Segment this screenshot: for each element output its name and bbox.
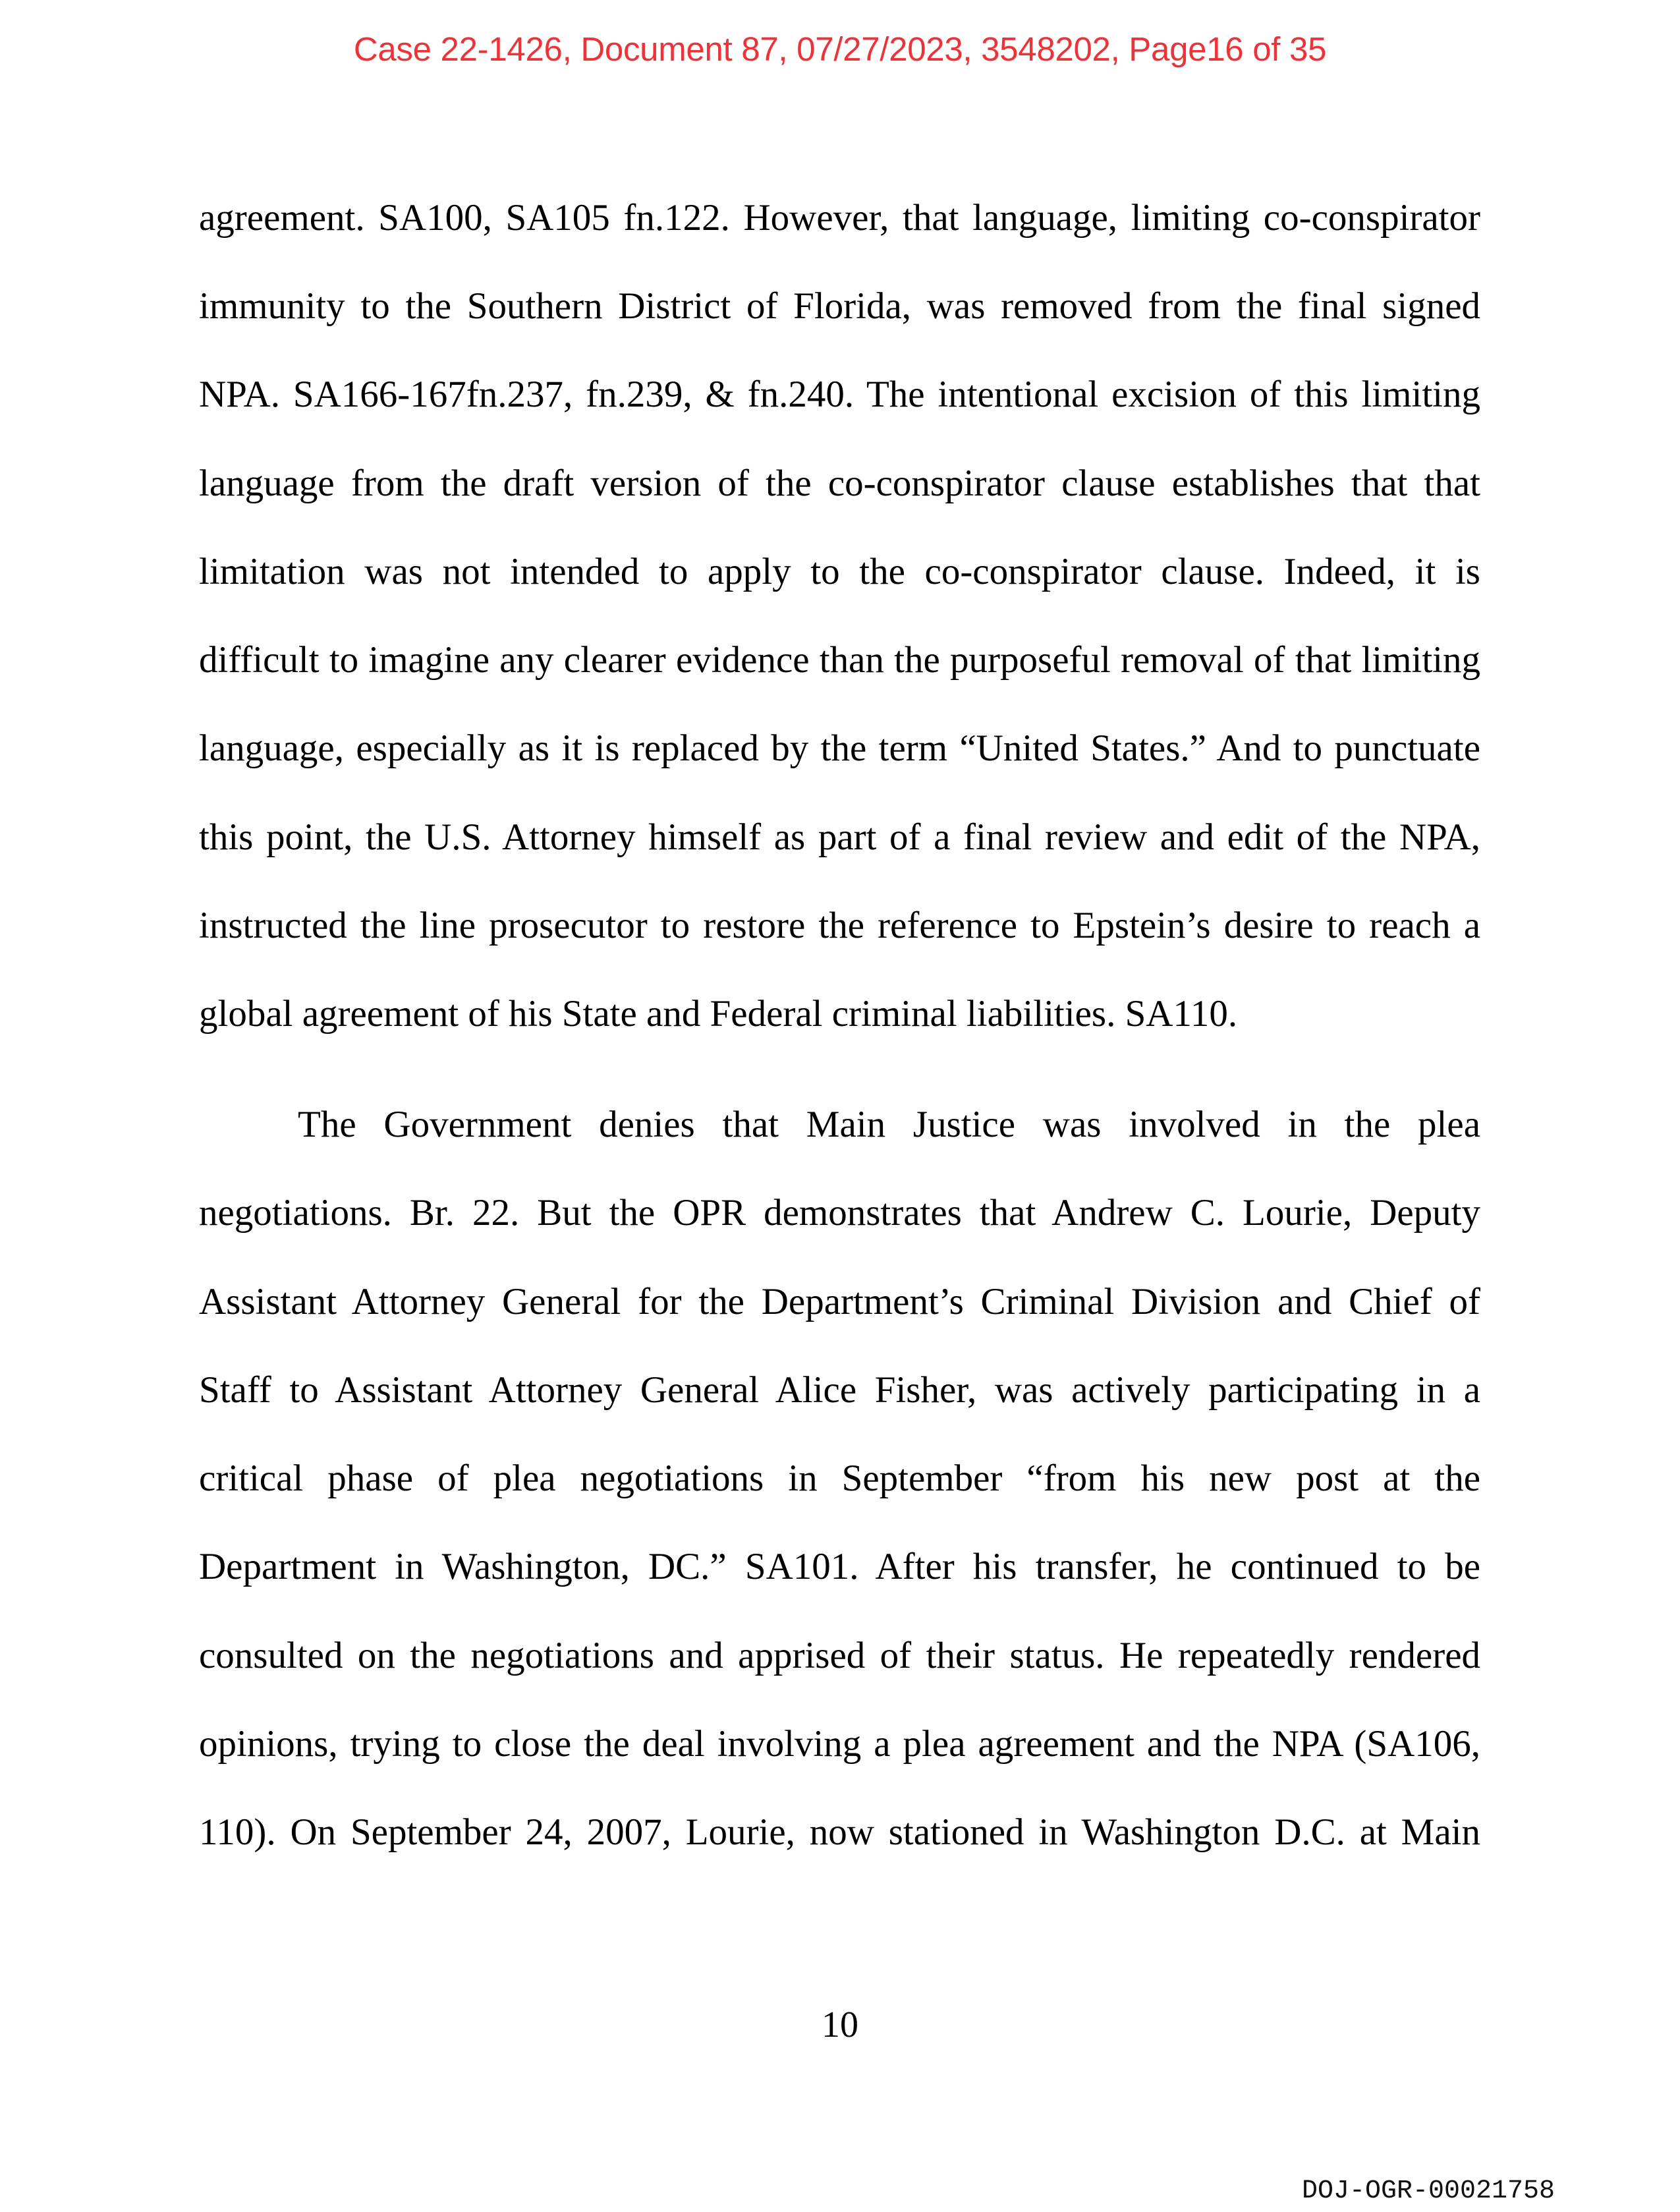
text-line: Assistant Attorney General for the Department’s Criminal Division and Chief of <box>199 1281 1480 1322</box>
text-line: Staff to Assistant Attorney General Alice Fisher, was actively participating in a <box>199 1369 1480 1411</box>
text-line: agreement. SA100, SA105 fn.122. However, that language, limiting co-conspirator <box>199 197 1480 239</box>
page-number: 10 <box>822 2004 858 2045</box>
case-header-stamp: Case 22-1426, Document 87, 07/27/2023, 3548202, Page16 of 35 <box>353 30 1327 68</box>
text-line: NPA. SA166-167fn.237, fn.239, & fn.240. The intentional excision of this limiting <box>199 374 1480 415</box>
text-line: instructed the line prosecutor to restore the reference to Epstein’s desire to reach a <box>199 905 1480 946</box>
text-line: difficult to imagine any clearer evidence than the purposeful removal of that limiting <box>199 639 1480 681</box>
text-line: limitation was not intended to apply to the co-conspirator clause. Indeed, it is <box>199 551 1480 592</box>
text-line: language from the draft version of the co-conspirator clause establishes that that <box>199 463 1480 504</box>
text-line: language, especially as it is replaced by the term “United States.” And to punctuate <box>199 727 1480 769</box>
text-line: critical phase of plea negotiations in September “from his new post at the <box>199 1458 1480 1499</box>
text-line: this point, the U.S. Attorney himself as part of a final review and edit of the NPA, <box>199 816 1480 858</box>
bates-number: DOJ-OGR-00021758 <box>1302 2176 1555 2206</box>
text-line: negotiations. Br. 22. But the OPR demonstrates that Andrew C. Lourie, Deputy <box>199 1192 1480 1234</box>
text-line: opinions, trying to close the deal involving a plea agreement and the NPA (SA106, <box>199 1723 1480 1765</box>
text-line: The Government denies that Main Justice was involved in the plea <box>298 1104 1480 1145</box>
text-line: Department in Washington, DC.” SA101. After his transfer, he continued to be <box>199 1546 1480 1587</box>
text-line: immunity to the Southern District of Florida, was removed from the final signed <box>199 285 1480 327</box>
text-line: consulted on the negotiations and apprised of their status. He repeatedly rendered <box>199 1635 1480 1676</box>
text-line: global agreement of his State and Federal criminal liabilities. SA110. <box>199 993 1238 1035</box>
text-line: 110). On September 24, 2007, Lourie, now stationed in Washington D.C. at Main <box>199 1811 1480 1853</box>
